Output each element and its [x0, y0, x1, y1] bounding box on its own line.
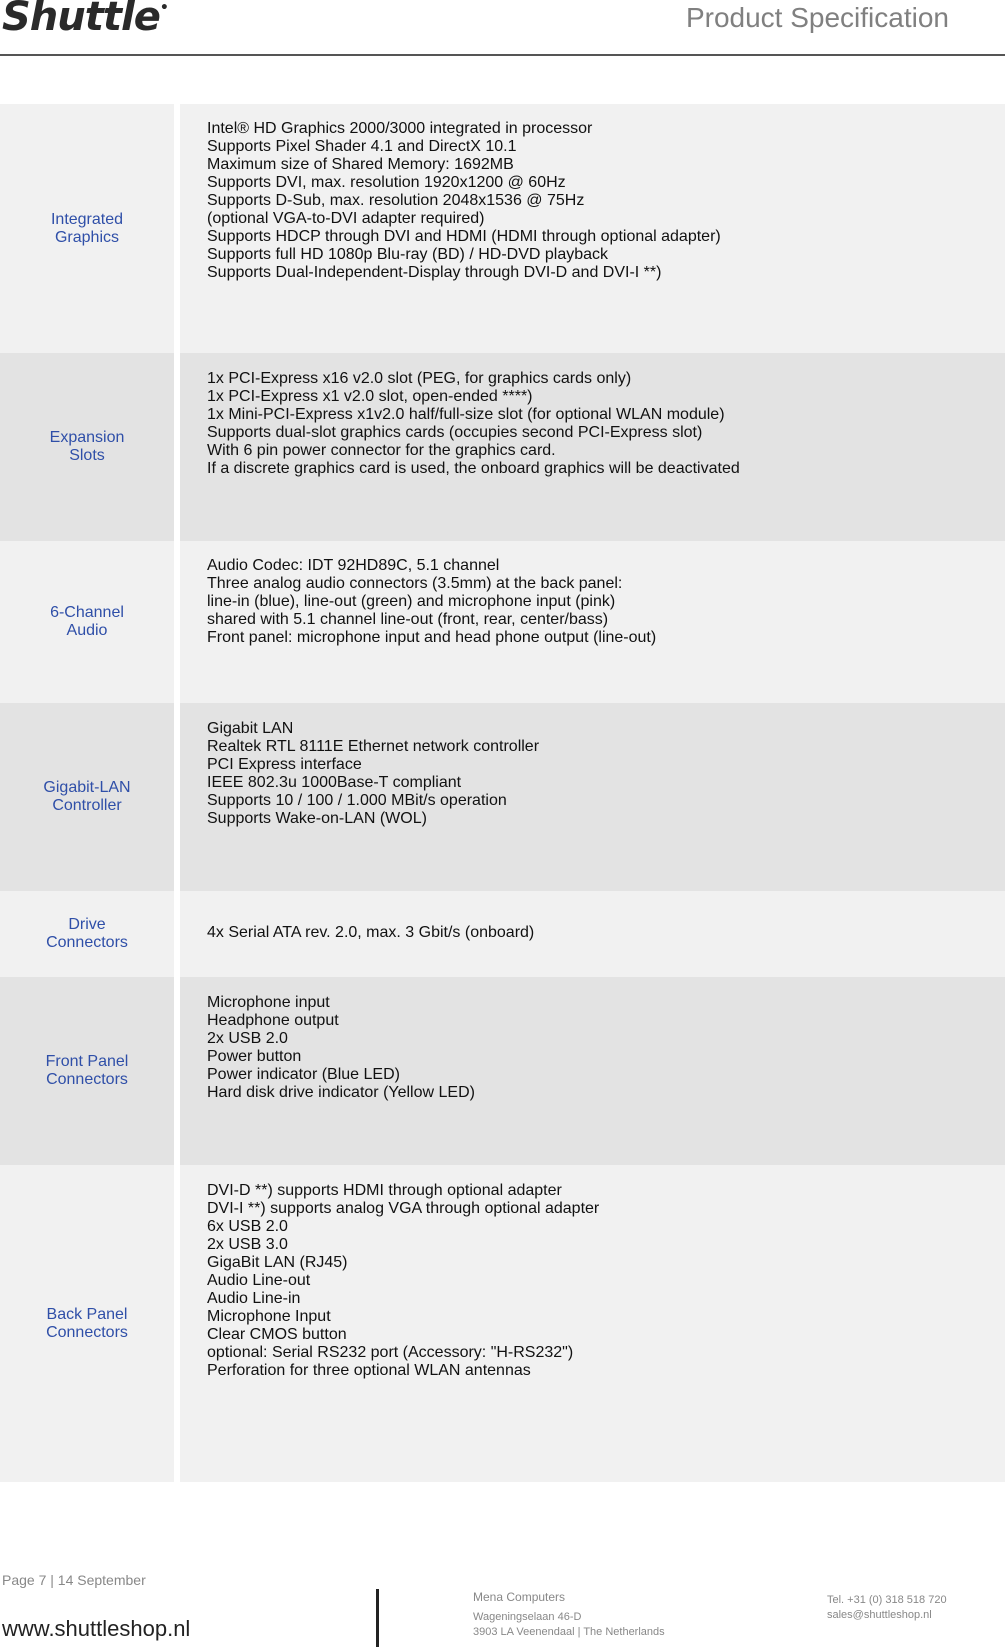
spec-line: 2x USB 2.0 [207, 1030, 288, 1047]
spec-line: Perforation for three optional WLAN antennas [207, 1362, 531, 1379]
specification-table [0, 104, 1005, 1482]
spec-line: 6x USB 2.0 [207, 1218, 288, 1235]
spec-label: Back Panel Connectors [0, 1165, 174, 1482]
company-phone: Tel. +31 (0) 318 518 720 [827, 1594, 947, 1606]
spec-row-audio [0, 541, 1005, 703]
spec-label: Drive Connectors [0, 891, 174, 977]
spec-line: line-in (blue), line-out (green) and microphone input (pink) [207, 593, 616, 610]
spec-line: 2x USB 3.0 [207, 1236, 288, 1253]
spec-value [180, 703, 1005, 891]
spec-line: optional: Serial RS232 port (Accessory: "H-RS232") [207, 1344, 574, 1361]
spec-line: IEEE 802.3u 1000Base-T compliant [207, 774, 462, 791]
spec-value [180, 104, 1005, 353]
page-number: Page 7 | 14 September [2, 1572, 146, 1588]
spec-line: DVI-I **) supports analog VGA through optional adapter [207, 1200, 600, 1217]
spec-label: Integrated Graphics [0, 104, 174, 353]
page-title: Product Specification [685, 2, 949, 33]
spec-row-front-panel [0, 977, 1005, 1165]
spec-line: Clear CMOS button [207, 1326, 347, 1343]
spec-line: 1x PCI-Express x16 v2.0 slot (PEG, for graphics cards only) [207, 370, 632, 387]
spec-value [180, 541, 1005, 703]
spec-line: Maximum size of Shared Memory: 1692MB [207, 156, 514, 173]
spec-label: 6-Channel Audio [0, 541, 174, 703]
spec-row-drive-connectors [0, 891, 1005, 977]
spec-line: Three analog audio connectors (3.5mm) at the back panel: [207, 575, 623, 592]
spec-row-back-panel [0, 1165, 1005, 1482]
spec-line: Supports full HD 1080p Blu-ray (BD) / HD-DVD playback [207, 246, 609, 263]
spec-line: Realtek RTL 8111E Ethernet network controller [207, 738, 540, 755]
company-email[interactable]: sales@shuttleshop.nl [827, 1609, 932, 1621]
spec-line: Headphone output [207, 1012, 339, 1029]
spec-line: If a discrete graphics card is used, the onboard graphics will be deactivated [207, 460, 740, 477]
company-name: Mena Computers [473, 1590, 566, 1604]
spec-line: Supports Pixel Shader 4.1 and DirectX 10.1 [207, 138, 517, 155]
spec-line: DVI-D **) supports HDMI through optional adapter [207, 1182, 562, 1199]
spec-line: (optional VGA-to-DVI adapter required) [207, 210, 485, 227]
website-link[interactable]: www.shuttleshop.nl [2, 1616, 191, 1641]
spec-line: Intel® HD Graphics 2000/3000 integrated in processor [207, 120, 593, 137]
spec-line: Microphone input [207, 994, 330, 1011]
shuttle-logo: Shuttle• [2, 0, 168, 40]
spec-label: Front Panel Connectors [0, 977, 174, 1165]
footer-divider [376, 1589, 379, 1647]
spec-line: Power button [207, 1048, 302, 1065]
spec-line: PCI Express interface [207, 756, 362, 773]
spec-value [180, 977, 1005, 1165]
spec-line: Audio Line-out [207, 1272, 311, 1289]
spec-value [180, 1165, 1005, 1482]
spec-value [180, 891, 1005, 977]
spec-row-expansion-slots [0, 353, 1005, 541]
spec-line: Front panel: microphone input and head phone output (line-out) [207, 629, 657, 646]
company-street: Wageningselaan 46-D [473, 1611, 582, 1623]
spec-line: Supports Dual-Independent-Display through DVI-D and DVI-I **) [207, 264, 662, 281]
spec-line: 4x Serial ATA rev. 2.0, max. 3 Gbit/s (onboard) [207, 924, 535, 941]
spec-row-integrated-graphics [0, 104, 1005, 353]
spec-line: GigaBit LAN (RJ45) [207, 1254, 348, 1271]
spec-label: Gigabit-LAN Controller [0, 703, 174, 891]
spec-line: Supports DVI, max. resolution 1920x1200 @ 60Hz [207, 174, 566, 191]
spec-line: 1x PCI-Express x1 v2.0 slot, open-ended ****) [207, 388, 533, 405]
spec-line: With 6 pin power connector for the graphics card. [207, 442, 556, 459]
spec-line: shared with 5.1 channel line-out (front, rear, center/bass) [207, 611, 609, 628]
spec-line: Audio Line-in [207, 1290, 301, 1307]
spec-line: Supports D-Sub, max. resolution 2048x1536 @ 75Hz [207, 192, 585, 209]
page-header [0, 0, 1005, 56]
spec-line: Supports HDCP through DVI and HDMI (HDMI through optional adapter) [207, 228, 721, 245]
spec-line: Power indicator (Blue LED) [207, 1066, 400, 1083]
spec-line: 1x Mini-PCI-Express x1v2.0 half/full-size slot (for optional WLAN module) [207, 406, 725, 423]
spec-line: Gigabit LAN [207, 720, 294, 737]
spec-line: Hard disk drive indicator (Yellow LED) [207, 1084, 475, 1101]
spec-label: Expansion Slots [0, 353, 174, 541]
spec-row-gigabit-lan [0, 703, 1005, 891]
spec-line: Supports Wake-on-LAN (WOL) [207, 810, 427, 827]
spec-line: Supports 10 / 100 / 1.000 MBit/s operation [207, 792, 507, 809]
company-city: 3903 LA Veenendaal | The Netherlands [473, 1626, 665, 1638]
spec-line: Supports dual-slot graphics cards (occupies second PCI-Express slot) [207, 424, 703, 441]
spec-line: Audio Codec: IDT 92HD89C, 5.1 channel [207, 557, 500, 574]
header-divider [0, 54, 1005, 56]
spec-value [180, 353, 1005, 541]
spec-line: Microphone Input [207, 1308, 331, 1325]
